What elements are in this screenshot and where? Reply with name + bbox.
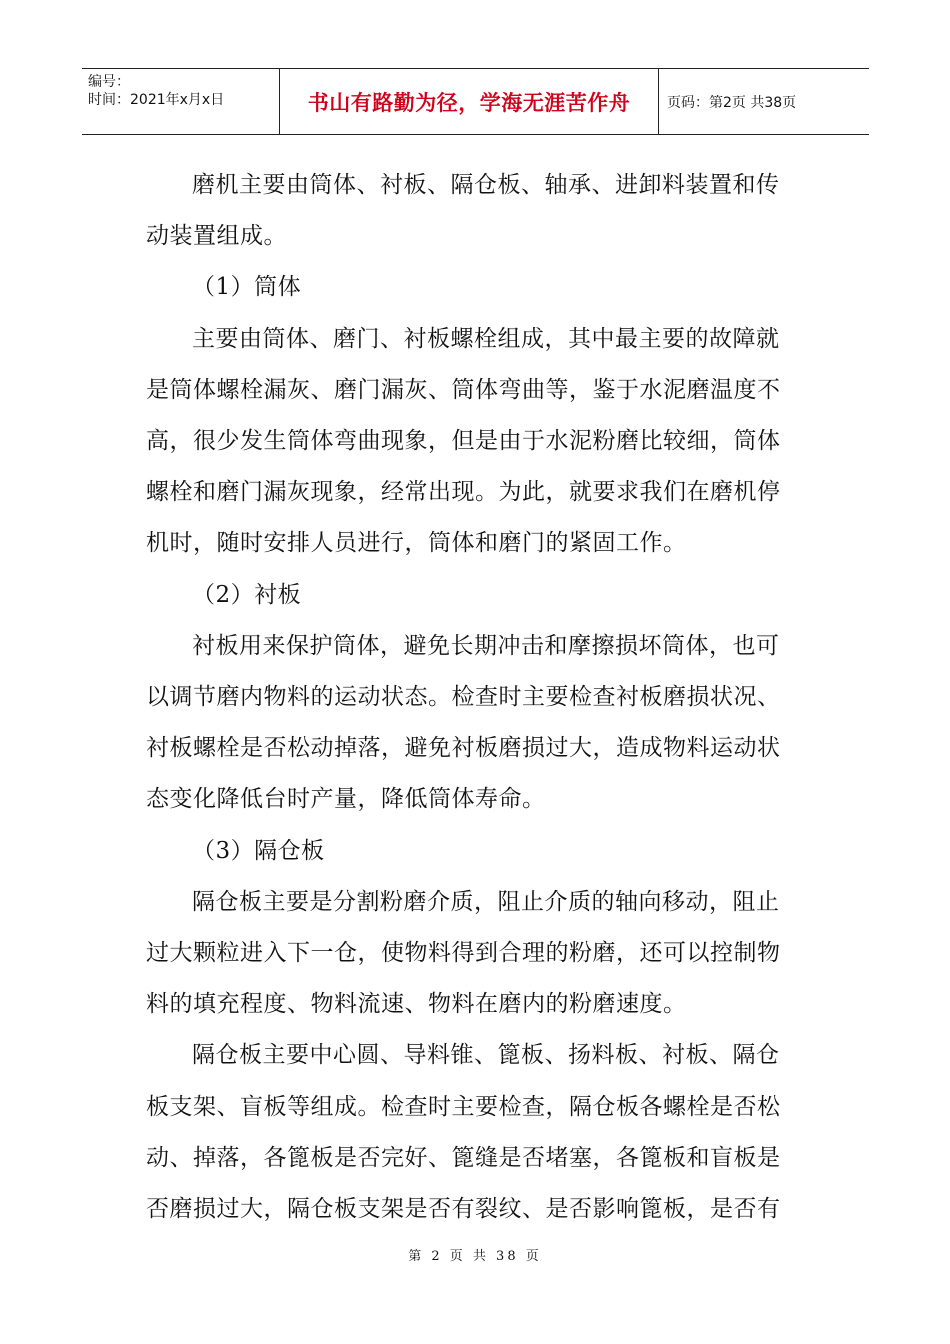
paragraph-partition-purpose: 隔仓板主要是分割粉磨介质，阻止介质的轴向移动，阻止过大颗粒进入下一仓，使物料得到合理的粉磨，还可以控制物料的填充程度、物料流速、物料在磨内的粉磨速度。 — [146, 888, 781, 1018]
page-header — [82, 68, 869, 135]
paragraph-intro: 磨机主要由筒体、衬板、隔仓板、轴承、进卸料装置和传动装置组成。 — [146, 172, 780, 250]
header-motto: 书山有路勤为径，学海无涯苦作舟 — [280, 69, 659, 134]
section-heading-liner: （2）衬板 — [192, 581, 302, 608]
paragraph-partition-inspection: 隔仓板主要中心圆、导料锥、篦板、扬料板、衬板、隔仓板支架、盲板等组成。检查时主要检查，隔仓板各螺栓是否松动、掉落，各篦板是否完好、篦缝是否堵塞，各篦板和盲板是否磨损过大，隔仓板支架是否有裂纹、是否影响篦板，是否有 — [146, 1042, 781, 1223]
paragraph-liner: 衬板用来保护筒体，避免长期冲击和摩擦损坏筒体，也可以调节磨内物料的运动状态。检查时主要检查衬板磨损状况、衬板螺栓是否松动掉落，避免衬板磨损过大，造成物料运动状态变化降低台时产量，降低筒体寿命。 — [146, 632, 781, 813]
document-time-label: 时间：2021年x月x日 — [88, 92, 225, 108]
header-page-info: 页码：第2页 共38页 — [667, 94, 797, 111]
document-number-label: 编号： — [88, 74, 130, 90]
section-heading-partition: （3）隔仓板 — [192, 837, 325, 864]
page-footer: 第 2 页 共 38 页 — [408, 1249, 542, 1264]
paragraph-cylinder: 主要由筒体、磨门、衬板螺栓组成，其中最主要的故障就是筒体螺栓漏灰、磨门漏灰、筒体弯曲等，鉴于水泥磨温度不高，很少发生筒体弯曲现象，但是由于水泥粉磨比较细，筒体螺栓和磨门漏灰现象，经常出现。为此，就要求我们在磨机停机时，随时安排人员进行，筒体和磨门的紧固工作。 — [146, 325, 781, 557]
document-body — [146, 160, 796, 1235]
section-heading-cylinder: （1）筒体 — [192, 274, 302, 301]
header-meta — [82, 69, 280, 134]
